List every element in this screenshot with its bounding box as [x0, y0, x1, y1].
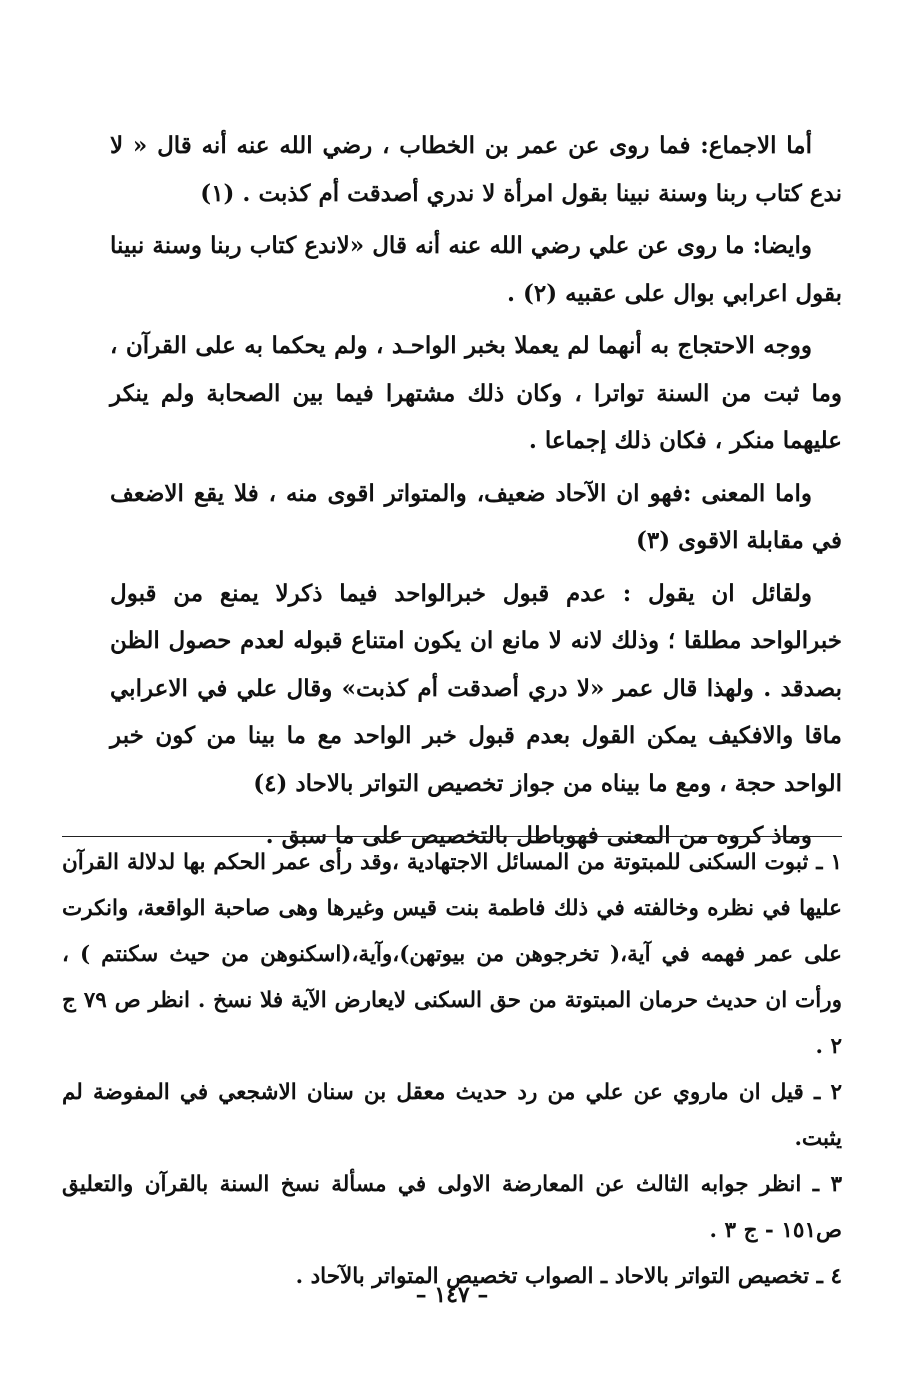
paragraph-ijma: أما الاجماع: فما روى عن عمر بن الخطاب ، رضي الله عنه أنه قال « لا ندع كتاب ربنا وسنة نبينا بقول امرأة لا ندري أصدقت أم كذبت . (١) [110, 132, 842, 207]
footnote-1: ١ ـ ثبوت السكنى للمبتوتة من المسائل الاجتهادية ،وقد رأى عمر الحكم بها لدلالة القرآن عليها في نظره وخالفته في ذلك فاطمة بنت قيس وغيرها وهى صاحبة الواقعة، وانكرت على عمر فهمه في آية،( تخرجوهن من بيوتهن)،وآية،(اسكنوهن من حيث سكنتم ) ، ورأت ان حديث حرمان المبتوتة من حق السكنى لايعارض الآية فلا نسخ . انظر ص ٧٩ ج ٢ . [62, 850, 842, 1059]
page-number: – ١٤٧ – [415, 1282, 489, 1308]
paragraph-argument: ووجه الاحتجاج به أنهما لم يعملا بخبر الواحـد ، ولم يحكما به على القرآن ، وما ثبت من السنة تواترا ، وكان ذلك مشتهرا فيما بين الصحابة ولم ينكر عليهما منكر ، فكان ذلك إجماعا . [110, 332, 842, 454]
paragraph-ali: وايضا: ما روى عن علي رضي الله عنه أنه قال «لاندع كتاب ربنا وسنة نبينا بقول اعرابي بوال على عقبيه (٢) . [110, 232, 842, 307]
paragraph-objection: ولقائل ان يقول : عدم قبول خبرالواحد فيما ذكرلا يمنع من قبول خبرالواحد مطلقا ؛ وذلك لانه لا مانع ان يكون امتناع قبوله لعدم حصول الظن بصدقد . ولهذا قال عمر «لا دري أصدقت أم كذبت» وقال علي في الاعرابي ماقا والافكيف يمكن القول بعدم قبول خبر الواحد مع ما بينا من كون خبر الواحد حجة ، ومع ما بيناه من جواز تخصيص التواتر بالاحاد (٤) [110, 579, 842, 797]
paragraph-rebuttal: وماذ كروه من المعنى فهوباطل بالتخصيص على ما سبق . [265, 822, 812, 849]
paragraph-meaning: واما المعنى :فهو ان الآحاد ضعيف، والمتواتر اقوى منه ، فلا يقع الاضعف في مقابلة الاقوى (٣) [110, 479, 842, 554]
footnote-3: ٣ ـ انظر جوابه الثالث عن المعارضة الاولى في مسألة نسخ السنة بالقرآن والتعليق ص١٥١ - ج ٣ . [62, 1172, 842, 1243]
footnote-4: ٤ ـ تخصيص التواتر بالاحاد ـ الصواب تخصيص المتواتر بالآحاد . [295, 1264, 842, 1289]
footnote-divider [62, 836, 842, 837]
footnote-2: ٢ ـ قيل ان ماروي عن علي من رد حديث معقل بن سنان الاشجعي في المفوضة لم يثبت. [62, 1080, 842, 1151]
footnotes [62, 840, 842, 1300]
